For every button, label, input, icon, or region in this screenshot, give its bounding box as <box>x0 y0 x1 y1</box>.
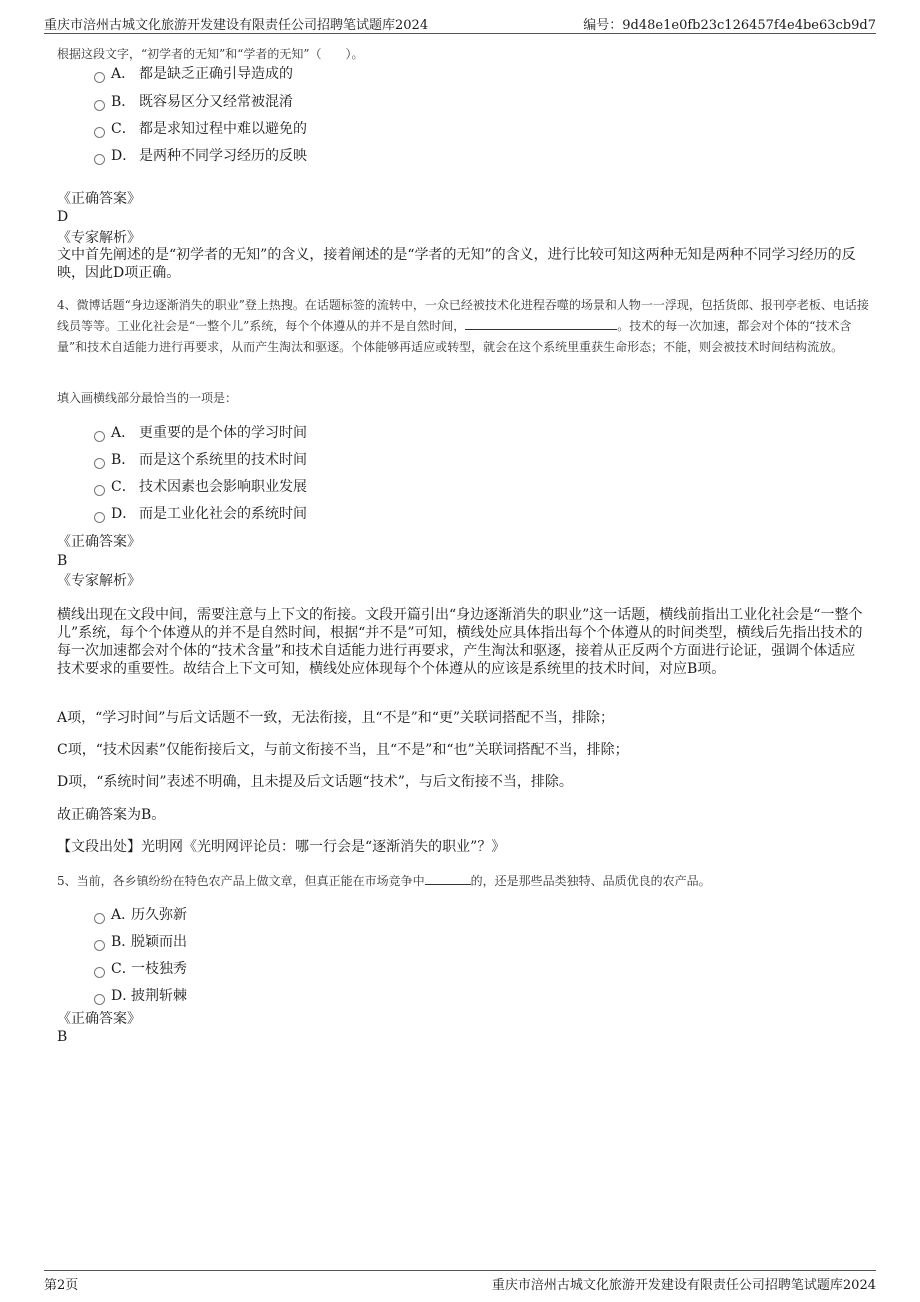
q4-answer-label: 《正确答案》 <box>57 534 141 550</box>
q4-analysis-a: A项，“学习时间”与后文话题不一致，无法衔接，且“不是”和“更”关联词搭配不当，排除； <box>57 710 615 726</box>
q4-option-b[interactable]: B． 而是这个系统里的技术时间 <box>94 450 307 470</box>
header-code: 编号：9d48e1e0fb23c126457f4e4be63cb9d7 <box>583 18 876 33</box>
q3-analysis-label: 《专家解析》 <box>57 230 141 246</box>
q4-blank <box>465 317 617 330</box>
q3-prompt: 根据这段文字，“初学者的无知”和“学者的无知”（ ）。 <box>57 47 364 61</box>
footer-divider <box>44 1270 876 1271</box>
q4-option-c[interactable]: C． 技术因素也会影响职业发展 <box>94 477 307 497</box>
q3-answer: D <box>57 209 69 225</box>
q4-analysis-label: 《专家解析》 <box>57 573 141 589</box>
q3-option-d[interactable]: D． 是两种不同学习经历的反映 <box>94 146 307 166</box>
q3-answer-label: 《正确答案》 <box>57 191 141 207</box>
q4-source: 【文段出处】光明网《光明网评论员：哪一行会是“逐渐消失的职业”？》 <box>57 839 506 855</box>
radio-icon[interactable] <box>94 940 105 951</box>
q3-option-b[interactable]: B． 既容易区分又经常被混淆 <box>94 92 293 112</box>
header-title: 重庆市涪州古城文化旅游开发建设有限责任公司招聘笔试题库2024 <box>44 18 429 33</box>
q5-blank <box>425 872 471 885</box>
q5-answer-label: 《正确答案》 <box>57 1011 141 1027</box>
q4-prompt: 填入画横线部分最恰当的一项是： <box>57 391 238 405</box>
q4-analysis-main: 横线出现在文段中间，需要注意与上下文的衔接。文段开篇引出“身边逐渐消失的职业”这一话题，横线前指出工业化社会是“一整个儿”系统，每个个体遵从的并不是自然时间，根据“并不是”可知，横线处应具体指出每个个体遵从的时间类型，横线后先指出技术的每一次加速都会对个体的“技术含量”和技术自适能力进行再要求，产生淘汰和驱逐，接着从正反两个方面进行论证，强调个体适应技术要求的重要性。故结合上下文可知，横线处应体现每个个体遵从的应该是系统里的技术时间，对应B项。 <box>57 607 863 677</box>
q4-option-d[interactable]: D． 而是工业化社会的系统时间 <box>94 504 307 524</box>
q3-analysis: 文中首先阐述的是“初学者的无知”的含义，接着阐述的是“学者的无知”的含义，进行比较可知这两种无知是两种不同学习经历的反映，因此D项正确。 <box>57 247 856 281</box>
radio-icon[interactable] <box>94 127 105 138</box>
q5-option-a[interactable]: A．历久弥新 <box>94 905 187 925</box>
q4-conclusion: 故正确答案为B。 <box>57 807 166 823</box>
q5-option-c[interactable]: C．一枝独秀 <box>94 959 187 979</box>
page-number: 第2页 <box>44 1278 79 1293</box>
radio-icon[interactable] <box>94 967 105 978</box>
q4-answer: B <box>57 553 68 569</box>
q3-option-c[interactable]: C． 都是求知过程中难以避免的 <box>94 119 307 139</box>
radio-icon[interactable] <box>94 994 105 1005</box>
q4-option-a[interactable]: A． 更重要的是个体的学习时间 <box>94 423 307 443</box>
radio-icon[interactable] <box>94 154 105 165</box>
radio-icon[interactable] <box>94 913 105 924</box>
radio-icon[interactable] <box>94 431 105 442</box>
header-divider <box>44 33 876 34</box>
radio-icon[interactable] <box>94 485 105 496</box>
footer-title: 重庆市涪州古城文化旅游开发建设有限责任公司招聘笔试题库2024 <box>491 1278 876 1293</box>
q5-stem: 5、当前，各乡镇纷纷在特色农产品上做文章，但真正能在市场竞争中 的，还是那些品类独特、品质优良的农产品。 <box>57 874 711 888</box>
q3-option-a[interactable]: A． 都是缺乏正确引导造成的 <box>94 64 293 84</box>
q5-option-b[interactable]: B．脱颖而出 <box>94 932 187 952</box>
radio-icon[interactable] <box>94 72 105 83</box>
radio-icon[interactable] <box>94 100 105 111</box>
radio-icon[interactable] <box>94 512 105 523</box>
q5-option-d[interactable]: D．披荆斩棘 <box>94 986 187 1006</box>
q5-answer: B <box>57 1029 68 1045</box>
q4-analysis-d: D项，“系统时间”表述不明确，且未提及后文话题“技术”，与后文衔接不当，排除。 <box>57 774 573 790</box>
radio-icon[interactable] <box>94 458 105 469</box>
q4-analysis-c: C项，“技术因素”仅能衔接后文，与前文衔接不当，且“不是”和“也”关联词搭配不当，排除； <box>57 742 629 758</box>
q4-stem: 4、微博话题“身边逐渐消失的职业”登上热搜。在话题标签的流转中，一众已经被技术化进程吞噬的场景和人物一一浮现，包括货郎、报刊亭老板、电话接线员等等。工业化社会是“一整个儿”系统，每个个体遵从的并不是自然时间， 。技术的每一次加速，都会对个体的“技术含量”和技术自适能力进行再要求，从而产生淘汰和驱逐。个体能够再适应或转型，就会在这个系统里重获生命形态；不能，则会被技术时间结构流放。 <box>57 298 869 354</box>
